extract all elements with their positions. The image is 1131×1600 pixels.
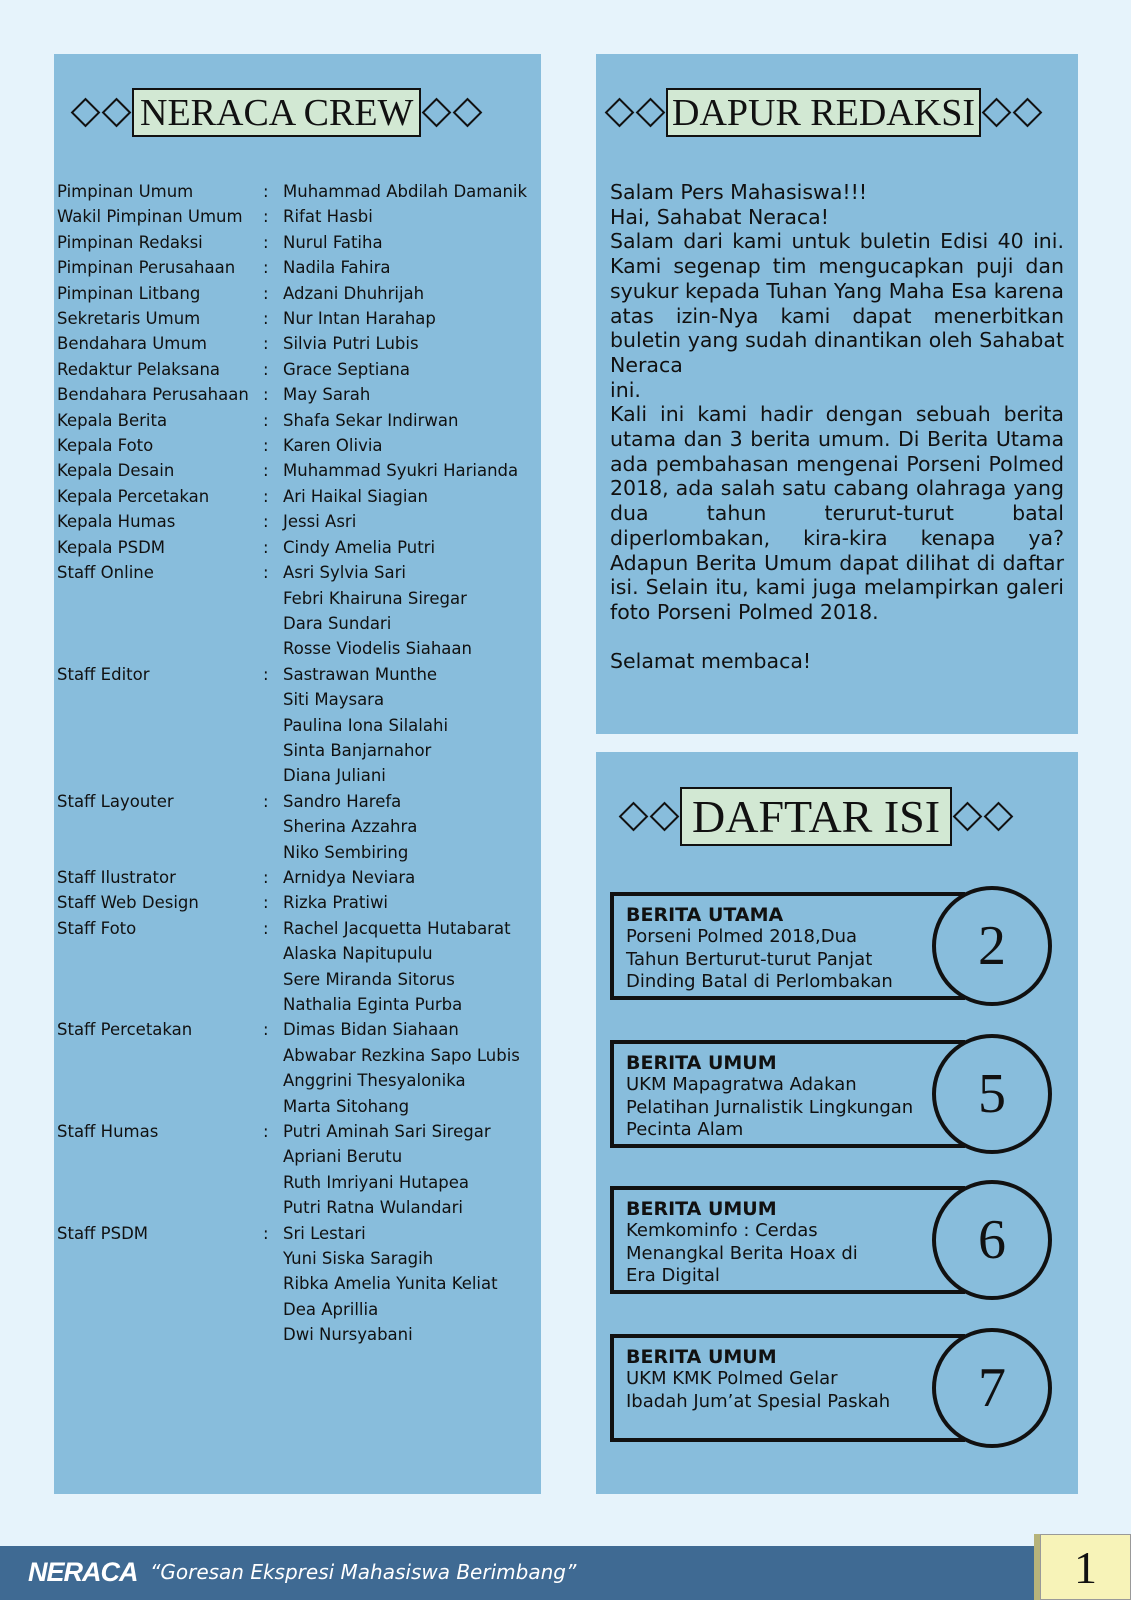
- redaksi-heading: [604, 88, 1043, 137]
- crew-name: Dwi Nursyabani: [283, 1325, 413, 1345]
- crew-names: [283, 535, 541, 560]
- crew-name: Rachel Jacquetta Hutabarat: [283, 918, 511, 938]
- redaksi-paragraph-end: ini.: [610, 377, 641, 402]
- crew-row: [57, 281, 541, 306]
- crew-name: Shafa Sekar Indirwan: [283, 410, 459, 430]
- crew-names: [283, 1017, 541, 1119]
- crew-name: Siti Maysara: [283, 690, 385, 710]
- crew-names: [283, 916, 541, 1018]
- crew-names: [283, 331, 541, 356]
- crew-name: Muhammad Abdilah Damanik: [283, 182, 528, 201]
- crew-separator: :: [263, 893, 269, 913]
- crew-name: Alaska Napitupulu: [283, 944, 433, 964]
- crew-role: Staff Foto: [57, 918, 137, 938]
- crew-role: Kepala Desain: [57, 461, 175, 481]
- toc-page-number: 5: [932, 1034, 1052, 1154]
- toc-page-number: 6: [932, 1180, 1052, 1300]
- crew-name: Muhammad Syukri Harianda: [283, 461, 519, 481]
- crew-name: Diana Juliani: [283, 766, 386, 786]
- toc-page-number: 7: [932, 1328, 1052, 1448]
- crew-name: Anggrini Thesyalonika: [283, 1071, 466, 1091]
- crew-separator: :: [263, 461, 269, 481]
- crew-name: Rizka Pratiwi: [283, 893, 389, 913]
- crew-heading-title: NERACA CREW: [132, 88, 421, 137]
- crew-name: Ribka Amelia Yunita Keliat: [283, 1274, 498, 1294]
- toc-page-number: 2: [932, 886, 1052, 1006]
- crew-name: Nadila Fahira: [283, 258, 391, 278]
- crew-name: Nurul Fatiha: [283, 232, 383, 252]
- crew-row: [57, 560, 541, 662]
- crew-names: [283, 865, 541, 890]
- crew-role: Bendahara Umum: [57, 334, 207, 354]
- toc-category: BERITA UMUM: [626, 1052, 777, 1074]
- crew-names: [283, 484, 541, 509]
- crew-row: [57, 357, 541, 382]
- crew-row: [57, 662, 541, 789]
- crew-names: [283, 230, 541, 255]
- dapur-redaksi-panel: [596, 54, 1078, 734]
- crew-role: Staff Humas: [57, 1122, 159, 1142]
- crew-names: [283, 382, 541, 407]
- crew-role: Kepala Percetakan: [57, 486, 210, 506]
- crew-separator: :: [263, 563, 269, 583]
- crew-role: Staff PSDM: [57, 1223, 149, 1243]
- crew-role: Sekretaris Umum: [57, 309, 201, 329]
- neraca-crew-panel: [54, 54, 541, 1494]
- crew-names: [283, 408, 541, 433]
- crew-name: Sere Miranda Sitorus: [283, 969, 455, 989]
- crew-names: [283, 281, 541, 306]
- crew-name: Arnidya Neviara: [283, 867, 416, 887]
- crew-name: Putri Aminah Sari Siregar: [283, 1122, 491, 1142]
- greeting-line: Hai, Sahabat Neraca!: [610, 204, 829, 229]
- crew-separator: :: [263, 664, 269, 684]
- footer-bar: [0, 1546, 1131, 1600]
- crew-name: Marta Sitohang: [283, 1096, 410, 1116]
- crew-row: [57, 306, 541, 331]
- crew-role: Kepala Foto: [57, 436, 154, 456]
- daftar-isi-panel: [596, 752, 1078, 1494]
- crew-name: Yuni Siska Saragih: [283, 1249, 434, 1269]
- crew-name: Nur Intan Harahap: [283, 309, 436, 329]
- neraca-logo: NERACA: [28, 1557, 138, 1587]
- crew-separator: :: [263, 791, 269, 811]
- crew-row: [57, 509, 541, 534]
- crew-row: [57, 458, 541, 483]
- diamond-ornament-right: [952, 806, 1014, 827]
- crew-role: Pimpinan Perusahaan: [57, 258, 236, 278]
- crew-role: Staff Web Design: [57, 893, 199, 913]
- crew-name: Ari Haikal Siagian: [283, 486, 429, 506]
- crew-role: Pimpinan Umum: [57, 182, 194, 201]
- crew-name: Asri Sylvia Sari: [283, 563, 406, 583]
- crew-name: Putri Ratna Wulandari: [283, 1198, 463, 1218]
- crew-names: [283, 204, 541, 229]
- closing-line: Selamat membaca!: [610, 648, 812, 673]
- crew-role: Kepala PSDM: [57, 537, 166, 557]
- crew-role: Pimpinan Redaksi: [57, 232, 203, 252]
- crew-name: Dea Aprillia: [283, 1299, 379, 1319]
- crew-role: Kepala Berita: [57, 410, 168, 430]
- toc-category: BERITA UTAMA: [626, 904, 784, 926]
- crew-separator: :: [263, 258, 269, 278]
- toc-description-line: Dinding Batal di Perlombakan: [626, 971, 893, 992]
- crew-name: Jessi Asri: [283, 512, 357, 532]
- crew-separator: :: [263, 918, 269, 938]
- toc-description-line: Pelatihan Jurnalistik Lingkungan: [626, 1096, 914, 1118]
- crew-row: [57, 255, 541, 280]
- crew-separator: :: [263, 359, 269, 379]
- crew-row: [57, 1119, 541, 1221]
- toc-description-line: Porseni Polmed 2018,Dua: [626, 926, 858, 947]
- toc-item-box: [610, 892, 965, 1000]
- crew-name: Apriani Berutu: [283, 1147, 403, 1167]
- crew-separator: :: [263, 385, 269, 405]
- crew-name: Sri Lestari: [283, 1223, 366, 1243]
- crew-names: [283, 179, 541, 204]
- crew-role: Staff Percetakan: [57, 1020, 193, 1040]
- crew-name: Sinta Banjarnahor: [283, 740, 432, 760]
- crew-row: [57, 1017, 541, 1119]
- crew-row: [57, 382, 541, 407]
- crew-name: Silvia Putri Lubis: [283, 334, 419, 354]
- toc-category: BERITA UMUM: [626, 1346, 777, 1368]
- crew-separator: :: [263, 486, 269, 506]
- crew-role: Staff Editor: [57, 664, 150, 684]
- crew-name: Nathalia Eginta Purba: [283, 995, 463, 1014]
- crew-row: [57, 204, 541, 229]
- crew-row: [57, 789, 541, 865]
- crew-separator: :: [263, 1020, 269, 1040]
- crew-separator: :: [263, 512, 269, 532]
- crew-separator: :: [263, 309, 269, 329]
- crew-role: Pimpinan Litbang: [57, 283, 201, 303]
- redaksi-heading-title: DAPUR REDAKSI: [666, 88, 981, 137]
- crew-names: [283, 255, 541, 280]
- toc-item-box: [610, 1334, 965, 1442]
- crew-row: [57, 179, 541, 204]
- toc-category: BERITA UMUM: [626, 1198, 777, 1220]
- crew-row: [57, 230, 541, 255]
- toc-item-box: [610, 1040, 965, 1148]
- crew-row: [57, 1221, 541, 1348]
- crew-name: Karen Olivia: [283, 436, 383, 456]
- redaksi-paragraph: Salam dari kami untuk buletin Edisi 40 ini. Kami segenap tim mengucapkan puji dan syukur kepada Tuhan Yang Maha Esa karena atas izin-Nya kami dapat menerbitkan buletin yang sudah dinantikan oleh Sahabat Neraca: [610, 229, 1064, 377]
- crew-names: [283, 433, 541, 458]
- crew-separator: :: [263, 410, 269, 430]
- crew-row: [57, 408, 541, 433]
- crew-name: Dara Sundari: [283, 613, 392, 633]
- page-number: 1: [1040, 1534, 1131, 1600]
- redaksi-paragraph: Kali ini kami hadir dengan sebuah berita utama dan 3 berita umum. Di Berita Utama ada pembahasan mengenai Porseni Polmed 2018, ada salah satu cabang olahraga yang dua tahun terurut-turut batal diperlombakan, kira-kira kenapa ya? Adapun Berita Umum dapat dilihat di daftar isi. Selain itu, kami juga melampirkan galeri foto Porseni Polmed 2018.: [610, 402, 1064, 624]
- crew-names: [283, 890, 541, 915]
- crew-name: Sandro Harefa: [283, 791, 402, 811]
- crew-row: [57, 535, 541, 560]
- crew-role: Wakil Pimpinan Umum: [57, 207, 243, 227]
- toc-description-line: Era Digital: [626, 1265, 720, 1286]
- diamond-ornament-left: [618, 806, 680, 827]
- toc-description-line: Menangkal Berita Hoax di: [626, 1242, 858, 1264]
- toc-description-line: Tahun Berturut-turut Panjat: [626, 948, 873, 970]
- crew-separator: :: [263, 334, 269, 354]
- crew-role: Bendahara Perusahaan: [57, 385, 249, 405]
- crew-role: Staff Layouter: [57, 791, 174, 811]
- crew-separator: :: [263, 867, 269, 887]
- crew-names: [283, 789, 541, 865]
- crew-name: Febri Khairuna Siregar: [283, 588, 467, 608]
- crew-separator: :: [263, 207, 269, 227]
- crew-names: [283, 1119, 541, 1221]
- crew-role: Staff Ilustrator: [57, 867, 176, 887]
- crew-separator: :: [263, 182, 269, 201]
- footer-tagline: “Goresan Ekspresi Mahasiswa Berimbang”: [150, 1560, 577, 1584]
- toc-description-line: Pecinta Alam: [626, 1119, 744, 1140]
- crew-name: Rosse Viodelis Siahaan: [283, 639, 472, 659]
- crew-names: [283, 306, 541, 331]
- crew-name: Sastrawan Munthe: [283, 664, 438, 684]
- crew-names: [283, 1221, 541, 1348]
- toc-item-box: [610, 1186, 965, 1294]
- crew-row: [57, 433, 541, 458]
- crew-row: [57, 484, 541, 509]
- crew-name: Paulina Iona Silalahi: [283, 715, 449, 735]
- crew-list: [57, 179, 541, 1348]
- diamond-ornament-left: [70, 102, 132, 123]
- crew-row: [57, 865, 541, 890]
- crew-row: [57, 890, 541, 915]
- crew-separator: :: [263, 1122, 269, 1142]
- crew-name: May Sarah: [283, 385, 371, 405]
- crew-role: Staff Online: [57, 563, 154, 583]
- crew-names: [283, 509, 541, 534]
- crew-separator: :: [263, 436, 269, 456]
- greeting-line: Salam Pers Mahasiswa!!!: [610, 180, 868, 204]
- crew-name: Cindy Amelia Putri: [283, 537, 436, 557]
- crew-name: Sherina Azzahra: [283, 817, 418, 837]
- crew-name: Ruth Imriyani Hutapea: [283, 1172, 470, 1192]
- diamond-ornament-right: [981, 102, 1043, 123]
- diamond-ornament-left: [604, 102, 666, 123]
- toc-description-line: Ibadah Jum’at Spesial Paskah: [626, 1390, 891, 1412]
- crew-names: [283, 560, 541, 662]
- crew-row: [57, 916, 541, 1018]
- crew-role: Redaktur Pelaksana: [57, 359, 221, 379]
- crew-separator: :: [263, 232, 269, 252]
- crew-name: Abwabar Rezkina Sapo Lubis: [283, 1045, 520, 1065]
- crew-name: Niko Sembiring: [283, 842, 409, 862]
- isi-heading-title: DAFTAR ISI: [680, 787, 952, 846]
- crew-name: Rifat Hasbi: [283, 207, 373, 227]
- crew-name: Adzani Dhuhrijah: [283, 283, 425, 303]
- crew-role: Kepala Humas: [57, 512, 176, 532]
- crew-row: [57, 331, 541, 356]
- isi-heading: [618, 787, 1014, 846]
- redaksi-body: [610, 180, 1064, 673]
- diamond-ornament-right: [421, 102, 483, 123]
- crew-names: [283, 662, 541, 789]
- crew-name: Grace Septiana: [283, 359, 410, 379]
- toc-description-line: UKM KMK Polmed Gelar: [626, 1368, 838, 1389]
- crew-names: [283, 458, 541, 483]
- crew-separator: :: [263, 1223, 269, 1243]
- crew-heading: [70, 88, 483, 137]
- toc-description-line: Kemkominfo : Cerdas: [626, 1220, 818, 1241]
- crew-separator: :: [263, 283, 269, 303]
- crew-names: [283, 357, 541, 382]
- crew-name: Dimas Bidan Siahaan: [283, 1020, 459, 1040]
- crew-separator: :: [263, 537, 269, 557]
- toc-description-line: UKM Mapagratwa Adakan: [626, 1074, 857, 1095]
